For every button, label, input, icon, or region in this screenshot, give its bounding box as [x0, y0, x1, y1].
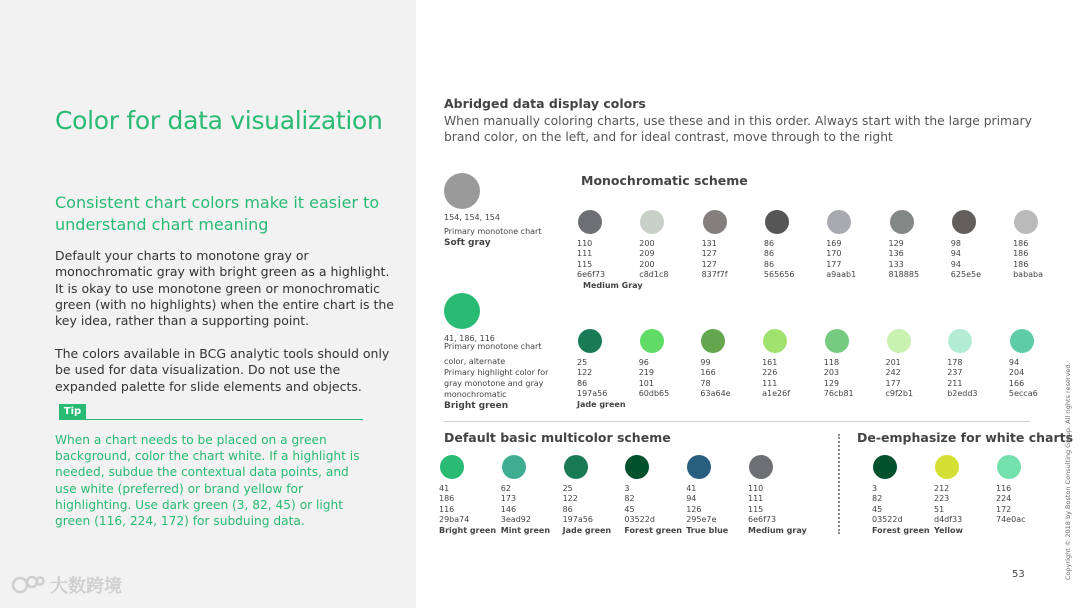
soft-gray-swatch — [444, 173, 480, 209]
green-value-b: 211 — [947, 378, 963, 388]
gray-value-r: 131 — [701, 239, 717, 248]
deemphasize-value-g: 82 — [872, 494, 883, 504]
gray-value-b: 94 — [950, 259, 961, 269]
multicolor-swatch — [686, 455, 748, 536]
green-value-r: 118 — [823, 358, 840, 367]
green-value-g: 242 — [885, 368, 901, 378]
green-color-values — [947, 358, 1009, 400]
section-divider — [444, 421, 1030, 422]
multicolor-value-b: 86 — [562, 504, 573, 514]
gray-value-hex: 837f7f — [701, 270, 728, 280]
green-color-dot — [948, 329, 972, 353]
abridged-description: When manually coloring charts, use these and in this order. Always start with the large primary brand color, on the left, and for ideal contrast, move through to the right — [444, 114, 1032, 144]
multicolor-value-r: 3 — [624, 484, 630, 493]
gray-value-hex: 6e6f73 — [577, 270, 606, 280]
multicolor-color-name: Mint green — [500, 525, 551, 535]
multicolor-value-g: 173 — [500, 494, 517, 504]
multicolor-swatch — [563, 455, 625, 536]
gray-color-dot — [952, 210, 976, 234]
green-value-hex: 60db65 — [638, 389, 670, 399]
green-value-hex: 197a56 — [577, 389, 608, 399]
gray-color-values — [951, 239, 1013, 281]
deemphasize-value-r: 116 — [996, 484, 1012, 493]
multicolor-value-hex: 03522d — [624, 515, 655, 525]
multicolor-value-b: 126 — [686, 504, 702, 514]
green-color-values — [700, 358, 762, 400]
multicolor-value-b: 146 — [500, 504, 517, 514]
deemphasize-value-g: 223 — [934, 494, 950, 504]
multicolor-swatch — [624, 455, 686, 536]
gray-color-values — [702, 239, 764, 281]
deemphasize-color-dot — [873, 455, 897, 479]
green-value-g: 237 — [947, 368, 963, 378]
body-paragraph-1: Default your charts to monotone gray or monochromatic gray with bright green as a highlight. It is okay to use monotone green or monochromatic green (with no highlights) when the entire chart is the key idea, rather than a supporting point. — [55, 248, 394, 329]
green-swatch — [1009, 329, 1071, 400]
gray-color-values — [764, 239, 826, 281]
gray-value-hex: 625e5e — [950, 270, 981, 280]
gray-value-b: 200 — [639, 259, 655, 269]
multicolor-color-dot — [440, 455, 464, 479]
watermark — [10, 572, 122, 598]
multicolor-value-b: 116 — [439, 504, 455, 514]
body-paragraph-2: The colors available in BCG analytic tools should only be used for data visualization. Do not use the expanded palette for slide elements and objects. — [55, 346, 390, 394]
green-swatch — [700, 329, 762, 400]
deemphasize-value-hex: 03522d — [872, 515, 903, 525]
multicolor-color-dot — [687, 455, 711, 479]
gray-value-g: 127 — [701, 249, 717, 259]
deemphasize-color-name: Forest green — [872, 525, 930, 535]
green-value-hex: 76cb81 — [823, 389, 854, 399]
multicolor-value-hex: 3ead92 — [500, 515, 531, 525]
multicolor-value-g: 122 — [562, 494, 578, 504]
gray-swatch — [889, 210, 951, 281]
multicolor-color-name: Medium gray — [748, 525, 807, 535]
gray-value-r: 200 — [639, 239, 655, 248]
multicolor-color-values — [501, 484, 563, 526]
green-value-hex: 63a64e — [700, 389, 731, 399]
green-color-name: Jade green — [577, 399, 626, 409]
gray-value-b: 133 — [888, 259, 904, 269]
deemphasize-color-dot — [935, 455, 959, 479]
multicolor-color-values — [748, 484, 810, 526]
gray-value-b: 127 — [701, 259, 717, 269]
green-value-b: 111 — [762, 378, 778, 388]
green-value-hex: b2edd3 — [947, 389, 978, 399]
multicolor-heading: Default basic multicolor scheme — [444, 430, 671, 445]
green-value-r: 94 — [1008, 358, 1020, 367]
gray-value-g: 136 — [888, 249, 904, 259]
green-value-r: 99 — [700, 358, 711, 367]
tip-badge: Tip — [59, 404, 86, 420]
tip-divider — [86, 419, 363, 420]
gray-value-hex: c8d1c8 — [639, 270, 669, 280]
soft-gray-name: Soft gray — [444, 238, 491, 248]
green-color-dot — [887, 329, 911, 353]
multicolor-color-values — [624, 484, 686, 526]
multicolor-swatch — [439, 455, 501, 536]
deemphasize-value-r: 212 — [934, 484, 950, 493]
gray-color-values — [639, 239, 701, 281]
green-value-g: 166 — [700, 368, 716, 378]
multicolor-color-values — [563, 484, 625, 526]
green-swatch — [947, 329, 1009, 400]
green-color-dot — [763, 329, 787, 353]
green-value-r: 25 — [577, 358, 588, 367]
green-value-b: 166 — [1008, 378, 1025, 388]
gray-swatch — [639, 210, 701, 281]
multicolor-color-values — [686, 484, 748, 526]
deemphasize-color-dot — [997, 455, 1021, 479]
gray-color-dot — [578, 210, 602, 234]
gray-value-b: 86 — [763, 259, 775, 269]
deemphasize-value-b: 172 — [996, 504, 1012, 514]
multicolor-swatch — [748, 455, 810, 536]
multicolor-color-dot — [625, 455, 649, 479]
deemphasize-color-name: Yellow — [934, 525, 963, 535]
green-color-values — [886, 358, 948, 400]
green-value-g: 122 — [577, 368, 593, 378]
green-color-dot — [825, 329, 849, 353]
green-swatch — [886, 329, 948, 400]
green-value-hex: c9f2b1 — [885, 389, 914, 399]
gray-value-g: 170 — [826, 249, 842, 259]
green-color-values — [824, 358, 886, 400]
green-value-g: 226 — [762, 368, 778, 378]
gray-swatch — [951, 210, 1013, 281]
gray-swatch — [826, 210, 888, 281]
green-value-g: 203 — [823, 368, 840, 378]
green-swatch — [639, 329, 701, 400]
deemphasize-color-values — [934, 484, 996, 526]
green-color-dot — [578, 329, 602, 353]
gray-color-values — [1013, 239, 1075, 281]
multicolor-value-hex: 29ba74 — [439, 515, 470, 525]
gray-color-values — [889, 239, 951, 281]
gray-value-r: 86 — [763, 239, 775, 248]
multicolor-value-g: 111 — [748, 494, 764, 504]
multicolor-color-values — [439, 484, 501, 526]
soft-gray-rgb: 154, 154, 154 — [444, 213, 500, 222]
multicolor-color-name: True blue — [686, 525, 729, 535]
gray-value-r: 110 — [577, 239, 593, 248]
green-value-b: 101 — [638, 378, 654, 388]
gray-color-values — [577, 239, 639, 281]
green-value-r: 201 — [885, 358, 901, 367]
deemphasize-value-hex: d4df33 — [934, 515, 963, 525]
multicolor-color-dot — [564, 455, 588, 479]
multicolor-value-hex: 197a56 — [562, 515, 593, 525]
gray-color-dot — [765, 210, 789, 234]
gray-value-hex: bababa — [1013, 270, 1044, 280]
green-swatch — [762, 329, 824, 400]
gray-swatch — [577, 210, 643, 291]
green-value-r: 178 — [947, 358, 963, 367]
gray-value-r: 129 — [888, 239, 904, 248]
bright-green-rgb: 41, 186, 116 — [444, 334, 495, 343]
bright-green-desc2: color, alternate — [444, 357, 506, 366]
bright-green-desc3: Primary highlight color for gray monotone and gray monochromatic — [444, 368, 549, 399]
green-swatch — [577, 329, 639, 410]
multicolor-swatch — [501, 455, 563, 536]
copyright-notice: Copyright © 2018 by Boston Consulting Group. All rights reserved. — [1064, 362, 1072, 580]
gray-value-hex: a9aab1 — [826, 270, 857, 280]
green-value-b: 177 — [885, 378, 901, 388]
multicolor-value-hex: 295e7e — [686, 515, 717, 525]
watermark-logo-icon — [10, 573, 46, 597]
bright-green-swatch — [444, 293, 480, 329]
gray-value-hex: 565656 — [763, 270, 795, 280]
bright-green-name: Bright green — [444, 401, 509, 411]
multicolor-value-r: 110 — [748, 484, 764, 493]
multicolor-value-r: 41 — [439, 484, 450, 493]
multicolor-color-name: Bright green — [439, 525, 497, 535]
green-value-b: 78 — [700, 378, 711, 388]
multicolor-value-r: 25 — [562, 484, 573, 493]
gray-color-dot — [1014, 210, 1038, 234]
multicolor-value-b: 115 — [748, 504, 764, 514]
tip-text: When a chart needs to be placed on a green background, color the chart white. If a highlight is needed, subdue the contextual data points, and use white (preferred) or brand yellow for highlighting. Use dark green (3, 82, 45) or light green (116, 224, 172) for subduing data. — [55, 433, 360, 529]
page-number: 53 — [1012, 569, 1025, 580]
gray-value-r: 98 — [950, 239, 961, 248]
bright-green-info — [444, 333, 559, 412]
green-value-r: 96 — [638, 358, 649, 367]
multicolor-color-dot — [502, 455, 526, 479]
multicolor-value-r: 41 — [686, 484, 697, 493]
gray-value-r: 186 — [1013, 239, 1029, 248]
deemphasize-value-g: 224 — [996, 494, 1012, 504]
green-color-dot — [701, 329, 725, 353]
mono-heading: Monochromatic scheme — [581, 173, 748, 188]
gray-value-g: 186 — [1013, 249, 1029, 259]
green-color-dot — [1010, 329, 1034, 353]
deemphasize-value-r: 3 — [872, 484, 878, 493]
deemphasize-value-hex: 74e0ac — [996, 515, 1026, 525]
multicolor-value-r: 62 — [500, 484, 511, 493]
gray-swatch — [764, 210, 826, 281]
gray-value-g: 209 — [639, 249, 655, 259]
abridged-title: Abridged data display colors — [444, 96, 646, 111]
green-value-hex: 5ecca6 — [1008, 389, 1038, 399]
gray-value-g: 86 — [763, 249, 775, 259]
green-value-r: 161 — [762, 358, 778, 367]
bright-green-desc1: Primary monotone chart — [444, 342, 542, 351]
green-color-dot — [640, 329, 664, 353]
gray-value-g: 94 — [950, 249, 961, 259]
page-title: Color for data visualization — [55, 106, 383, 135]
gray-color-dot — [827, 210, 851, 234]
left-panel — [0, 0, 416, 608]
section-subtitle: Consistent chart colors make it easier to understand chart meaning — [55, 193, 380, 234]
deemphasize-heading: De-emphasize for white charts — [857, 430, 1074, 445]
deemphasize-value-b: 51 — [934, 504, 945, 514]
green-value-g: 204 — [1008, 368, 1025, 378]
gray-value-b: 186 — [1013, 259, 1029, 269]
deemphasize-swatch — [872, 455, 934, 536]
gray-value-hex: 818885 — [888, 270, 920, 280]
deemphasize-swatch — [934, 455, 996, 536]
multicolor-value-hex: 6e6f73 — [748, 515, 777, 525]
multicolor-value-b: 45 — [624, 504, 635, 514]
multicolor-color-name: Forest green — [624, 525, 682, 535]
green-color-values — [639, 358, 701, 400]
gray-color-values — [826, 239, 888, 281]
soft-gray-desc: Primary monotone chart — [444, 227, 542, 236]
multicolor-color-name: Jade green — [562, 525, 612, 535]
multicolor-color-dot — [749, 455, 773, 479]
green-color-values — [577, 358, 639, 400]
gray-swatch — [1013, 210, 1075, 281]
green-swatch — [824, 329, 886, 400]
green-value-hex: a1e26f — [762, 389, 791, 399]
gray-value-g: 111 — [577, 249, 593, 259]
green-value-b: 86 — [577, 378, 588, 388]
soft-gray-info — [444, 212, 559, 249]
gray-color-dot — [890, 210, 914, 234]
watermark-text: 大数跨境 — [50, 576, 122, 597]
gray-color-dot — [703, 210, 727, 234]
gray-color-dot — [640, 210, 664, 234]
green-color-values — [762, 358, 824, 400]
green-value-g: 219 — [638, 368, 654, 378]
multicolor-value-g: 186 — [439, 494, 455, 504]
multicolor-value-g: 94 — [686, 494, 697, 504]
green-value-b: 129 — [823, 378, 840, 388]
dotted-separator — [838, 434, 840, 534]
gray-value-r: 169 — [826, 239, 842, 248]
gray-value-b: 177 — [826, 259, 842, 269]
deemphasize-swatch — [996, 455, 1058, 526]
gray-value-b: 115 — [577, 259, 593, 269]
deemphasize-color-values — [996, 484, 1058, 526]
gray-color-name: Medium Gray — [583, 280, 643, 290]
multicolor-value-g: 82 — [624, 494, 635, 504]
green-color-values — [1009, 358, 1071, 400]
deemphasize-value-b: 45 — [872, 504, 883, 514]
deemphasize-color-values — [872, 484, 934, 526]
gray-swatch — [702, 210, 764, 281]
